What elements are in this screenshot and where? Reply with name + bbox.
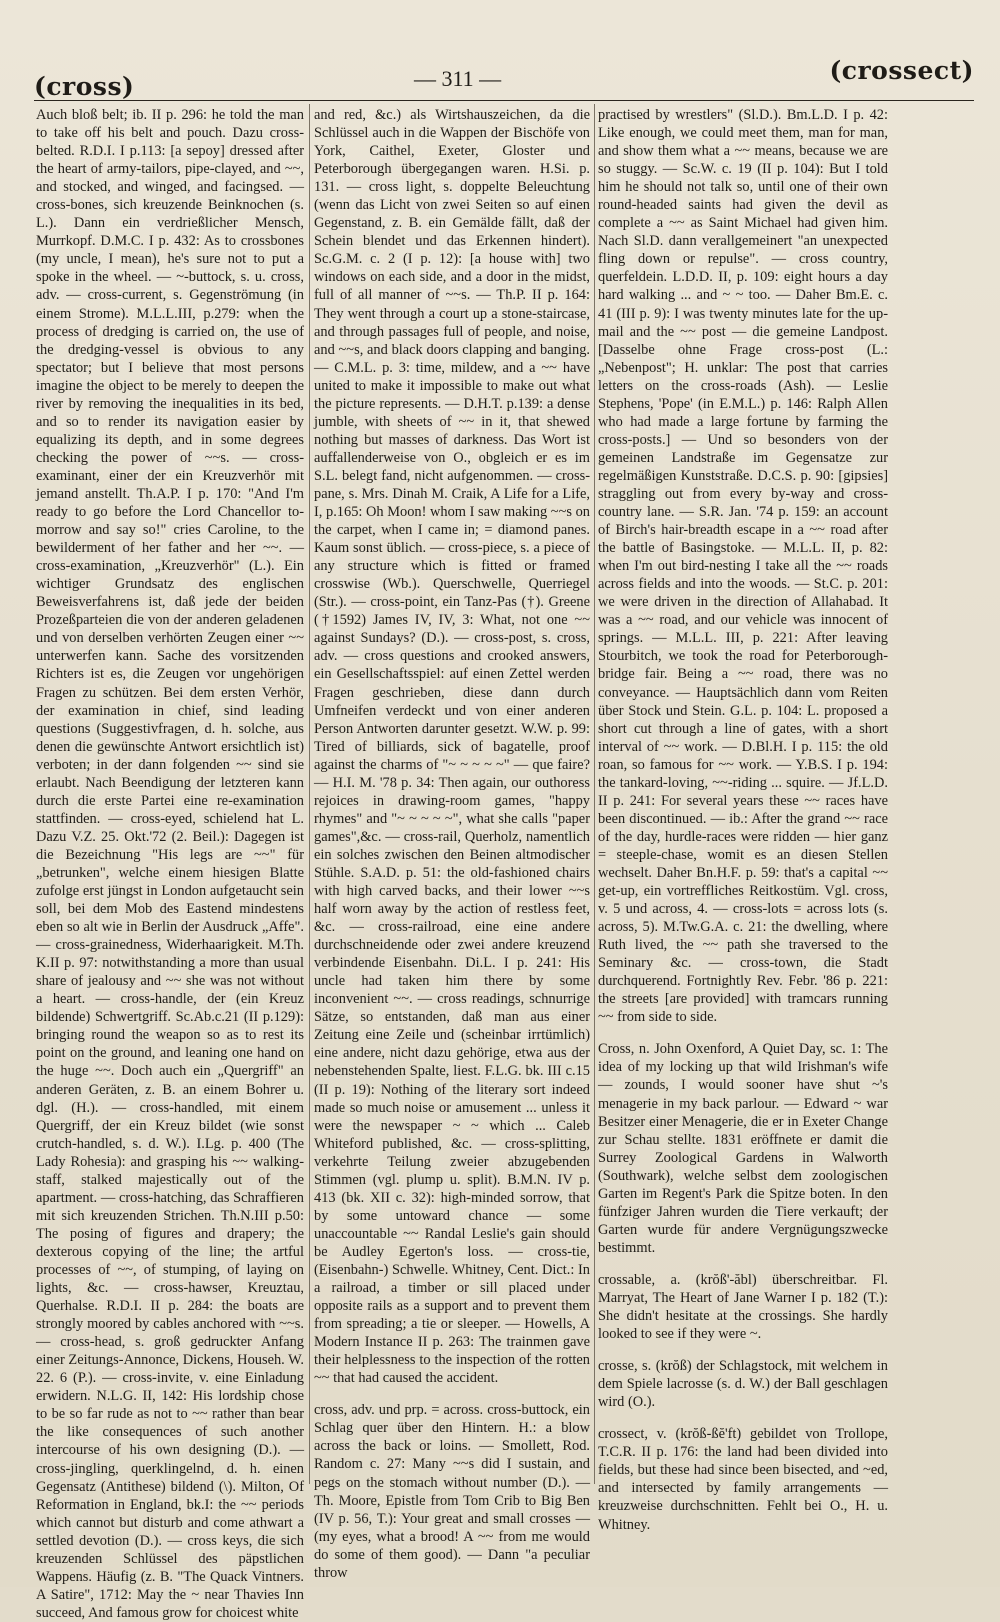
header-rule <box>34 100 974 101</box>
entry-cross-adv: cross, adv. und prp. = across. cross-buttock, ein Schlag quer über den Hintern. H.: a blow across the back or loins. — Smollett, Rod. Random c. 27: Many ~~s did I sustain, and pegs on the stomach without number (D.). — Th. Moore, Epistle from Tom Crib to Big Ben (IV p. 56, T.): Your great and small crosses — (my eyes, what a brood! A ~~ from me would do some of them good). — Dann "a peculiar throw <box>314 1402 590 1581</box>
column-text: and red, &c.) als Wirtshauszeichen, da die Schlüssel auch in die Wappen der Bischöfe von York, Caithel, Exeter, Gloster und Peterborough übergegangen waren. H.Si. p. 131. — cross light, s. doppelte Beleuchtung (wenn das Licht von zwei Seiten so auf einen Gegenstand, z. B. ein Gemälde fällt, daß der Schein blendet und das Erkennen hindert). Sc.G.M. c. 2 (I p. 12): [a house with] two windows on each side, and a door in the midst, full of all manner of ~~s. — Th.P. II p. 164: They went through a court up a stone-staircase, and through passages full of people, and noise, and ~~s, and black doors clapping and banging. — C.M.L. p. 3: time, mildew, and a ~~ have united to make it impossible to make out what the picture represents. — D.H.T. p.139: a dense jumble, with sheets of ~~ in it, that shewed nothing but masses of darkness. Das Wort ist auffallenderweise von O., obgleich er es im S.L. belegt fand, nicht aufgenommen. — cross-pane, s. Mrs. Dinah M. Craik, A Life for a Life, I, p.165: Oh Moon! whom I saw making ~~s on the carpet, when I came in; = diamond panes. Kaum sonst üblich. — cross-piece, s. a piece of any structure which is fitted or framed crosswise (Wb.). Querschwelle, Querriegel (Str.). — cross-point, ein Tanz-Pas (†). Greene (†1592) James IV, IV, 3: What, not one ~~ against Sundays? (D.). — cross-post, s. cross, adv. — cross questions and crooked answers, ein Gesellschaftsspiel: auf einen Zettel werden Fragen geschrieben, diese dann durch Umfneifen verdeckt und von einer anderen Person Antworten darunter gesetzt. W.W. p. 99: Tired of billiards, sick of bagatelle, proof against the charms of "~ ~ ~ ~ ~" — que faire? — H.I. M. '78 p. 34: Then again, our outhoress rejoices in drawing-room games, "happy rhymes" and "~ ~ ~ ~ ~", what she calls "paper games",&c. — cross-rail, Querholz, namentlich ein solches zwischen den Beinen altmodischer Stühle. S.A.D. p. 51: the old-fashioned chairs with high carved backs, and their lower ~~s half worn away by the action of restless feet, &c. — cross-railroad, eine eine andere durchschneidende oder zwei andere kreuzend verbindende Eisenbahn. Di.L. I p. 241: His uncle had taken him there by some inconvenient ~~. — cross readings, schnurrige Sätze, so entstanden, daß man aus einer Zeitung eine Zeile und (scheinbar irrtümlich) eine andere, nicht dazu gehörige, etwa aus der nebenstehenden Spalte, liest. F.L.G. bk. III c.15 (II p. 19): Nothing of the literary sort indeed made so much noise or amusement ... unless it were the newspaper ~ ~ which ... Caleb Whiteford published, &c. — cross-splitting, verkehrte Teilung zweier abzugebenden Stimmen (vgl. plump u. split). B.M.N. IV p. 413 (bk. XII c. 32): high-minded sorrow, that by some untoward chance — some unaccountable ~~ Randal Leslie's gain should be Audley Egerton's loss. — cross-tie, (Eisenbahn-) Schwelle. Whitney, Cent. Dict.: In a railroad, a timber or sill placed under opposite rails as a support and to prevent them from spreading; a tie or sleeper. — Howells, A Modern Instance II p. 263: The trainmen gave their helplessness to the inspection of the rotten ~~ that had caused the accident. <box>314 107 590 1387</box>
column-divider <box>594 104 595 1484</box>
text-column-3 <box>598 106 888 1533</box>
header-left-keyword: (cross) <box>34 72 135 101</box>
text-column-2 <box>314 106 590 1581</box>
entry-crosse: crosse, s. (krŏß) der Schlagstock, mit welchem in dem Spiele lacrosse (s. d. W.) der Ball geschlagen wird (O.). <box>598 1358 888 1411</box>
page-number: — 311 — <box>414 66 502 91</box>
entry-gap <box>598 1411 888 1425</box>
column-text: practised by wrestlers" (Sl.D.). Bm.L.D. I p. 42: Like enough, we could meet them, man for man, and show them what a ~~ means, because we are so stuggy. — Sc.W. c. 19 (II p. 104): But I told him he should not talk so, until one of their own round-headed saints had given the devil as complete a ~~ as Saint Michael had given him. Nach Sl.D. dann verallgemeinert "an unexpected fling down or repulse". — cross country, querfeldein. L.D.D. II, p. 109: eight hours a day hard walking ... and ~ ~ too. — Daher Bm.E. c. 41 (III p. 9): I was twenty minutes late for the up-mail and the ~~ post — die gemeine Landpost. [Dasselbe ohne Frage cross-post (L.: „Nebenpost"; H. unklar: The post that carries letters on the cross-roads (Ash). — Leslie Stephens, 'Pope' (in E.M.L.) p. 146: Ralph Allen who had made a large fortune by farming the cross-posts.] — Und so besonders von der gemeinen Landstraße im Gegensatze zur regelmäßigen Kunststraße. D.C.S. p. 90: [gipsies] straggling out from every by-way and cross-country lane. — S.R. Jan. '74 p. 159: an account of Birch's hair-breadth escape in a ~~ road after the battle of Basingstoke. — M.L.L. II, p. 82: when I'm out bird-nesting I take all the ~~ roads across fields and into the woods. — St.C. p. 201: we were driven in the direction of Allahabad. It was a ~~ road, and our vehicle was innocent of springs. — M.L.L. III, p. 221: After leaving Stourbitch, we took the road for Peterborough-bridge fair. Being a ~~ road, there was no conveyance. — Hauptsächlich dann vom Reiten über Stock und Stein. G.L. p. 104: L. proposed a short cut through a line of gates, with a short interval of ~~ work. — D.Bl.H. I p. 115: the old roan, so famous for ~~ work. — Y.B.S. I p. 194: the tankard-loving, ~~-riding ... squire. — Jf.L.D. II p. 241: For several years these ~~ races have been discontinued. — ib.: After the grand ~~ race of the day, hurdle-races were ridden — hier ganz = steeple-chase, womit es an diesen Stellen wechselt. Daher Bn.H.F. p. 59: that's a capital ~~ get-up, ein vortreffliches Reitkostüm. Vgl. cross, v. 5 und across, 4. — cross-lots = across lots (s. across, 5). M.Tw.G.A. c. 21: the dwelling, where Ruth lived, the ~~ path she traversed to the Seminary &c. — cross-town, die Stadt durchquerend. Fortnightly Rev. Febr. '86 p. 221: the streets [are provided] with tramcars running ~~ from side to side. <box>598 107 888 1026</box>
entry-gap <box>598 1343 888 1357</box>
text-column-1 <box>36 106 304 1621</box>
column-text: Auch bloß belt; ib. II p. 296: he told the man to take off his belt and pouch. Dazu cross-belted. R.D.I. I p.113: [a sepoy] dressed after the heart of army-tailors, pipe-clayed, and ~~, and stocked, and winged, and facingsed. — cross-bones, sich kreuzende Beinknochen (s. L.). Dann ein verdrießlicher Mensch, Murrkopf. D.M.C. I p. 432: As to crossbones (my uncle, I mean), he's sure not to put a spoke in the wheel. — ~-buttock, s. u. cross, adv. — cross-current, s. Gegenströmung (in einem Strome). M.L.L.III, p.279: when the process of dredging is carried on, the use of the dredging-vessel is obvious to any spectator; but I believe that most persons imagine the object to be merely to deepen the river by removing the inequalities in its bed, and so to render its navigation easier by equalizing its depth, and in some degrees checking the power of ~~s. — cross-examinant, einer der ein Kreuzverhör mit jemand anstellt. Th.A.P. I p. 170: "And I'm ready to go before the Lord Chancellor to-morrow and say so!" cries Caroline, to the bewilderment of her father and her ~~. — cross-examination, „Kreuzverhör" (L.). Ein wichtiger Grundsatz des englischen Beweisverfahrens ist, daß jede der beiden Prozeßparteien die von der anderen geladenen und von derselben verhörten Zeugen einer ~~ unterwerfen kann. Sache des vorsitzenden Richters ist es, die Zeugen vor ungehörigen Fragen zu schützen. Bei dem ersten Verhör, der examination in chief, sind leading questions (Suggestivfragen, d. h. solche, aus denen die gewünschte Antwort ersichtlich ist) verboten; in der dann folgenden ~~ sind sie erlaubt. Nach Beendigung der letzteren kann durch die erste Partei eine re-examination stattfinden. — cross-eyed, schielend hat L. Dazu V.Z. 25. Okt.'72 (2. Beil.): Dagegen ist die Bezeichnung "His legs are ~~" für „betrunken", welche einem hiesigen Blatte zufolge erst jüngst in London aufgetaucht sein soll, bei dem Mob des Eastend mindestens eben so alt wie in Berlin der Ausdruck „Affe". — cross-grainedness, Widerhaarigkeit. M.Th. K.II p. 97: notwithstanding a more than usual share of jealousy and ~~ she was not without a heart. — cross-handle, der (ein Kreuz bildende) Schwertgriff. Sc.Ab.c.21 (II p.129): bringing round the weapon so as to rest its point on the ground, and leaning one hand on the huge ~~. Doch auch ein „Quergriff" an anderen Geräten, z. B. an einem Bohrer u. dgl. (H.). — cross-handled, mit einem Quergriff, der ein Kreuz bildet (wie sonst crutch-handled, s. d. W.). I.Lg. p. 400 (The Lady Rohesia): and grasping his ~~ walking-staff, stalked majestically out of the apartment. — cross-hatching, das Schraffieren mit sich kreuzenden Strichen. Th.N.III p.50: The posing of figures and drapery; the dexterous copying of the line; the artful processes of ~~, of stumping, of laying on lights, &c. — cross-hawser, Kreuztau, Querhalse. R.D.I. II p. 284: the boats are strongly moored by cables anchored with ~~s. — cross-head, s. groß gedruckter Anfang einer Zeitungs-Annonce, Dickens, Househ. W. 22. 6 (P.). — cross-invite, v. eine Einladung erwidern. N.L.G. II, 142: His lordship chose to be so far rude as not to ~~ rather than bear the like consequences of such another intercourse of his own designing (D.). — cross-jingling, querklingelnd, d. h. einen Gegensatz (Antithese) bildend (\). Milton, Of Reformation in England, bk.I: the ~~ periods which cannot but disturb and come athwart a settled devotion (D.). — cross keys, die sich kreuzenden Schlüssel des päpstlichen Wappens. Häufig (z. B. "The Quack Vintners. A Satire", 1712: May the ~ near Thavies Inn succeed, And famous grow for choicest white <box>36 107 304 1621</box>
header-right-keyword: (crossect) <box>829 56 974 85</box>
entry-crossable: crossable, a. (krŏß'-ăbl) überschreitbar. Fl. Marryat, The Heart of Jane Warner I p. 182 (T.): She didn't hesitate at the crossings. She hardly looked to see if they were ~. <box>598 1271 888 1343</box>
entry-gap <box>598 1026 888 1040</box>
entry-cross-noun: Cross, n. John Oxenford, A Quiet Day, sc. 1: The idea of my locking up that wild Irishman's wife — zounds, I would sooner have shut ~'s menagerie in my back parlour. — Edward ~ war Besitzer einer Menagerie, die er in Exeter Change zur Schau stellte. 1831 eröffnete er damit die Surrey Zoological Gardens in Walworth (Southwark), welche selbst dem zoologischen Garten im Regent's Park die Spitze boten. In den fünfziger Jahren wurden die Tiere verkauft; der Garten wurde für andere Vergnügungszwecke bestimmt. <box>598 1041 888 1256</box>
entry-gap <box>314 1387 590 1401</box>
entry-gap <box>598 1257 888 1271</box>
entry-crossect: crossect, v. (krŏß-ßĕ'ft) gebildet von Trollope, T.C.R. II p. 176: the land had been divided into fields, but these had since been bisected, and ~ed, and intersected by family arrangements — kreuzweise durchschnitten. Fehlt bei O., H. u. Whitney. <box>598 1426 888 1533</box>
page-header <box>34 52 974 100</box>
column-divider <box>309 104 310 1484</box>
